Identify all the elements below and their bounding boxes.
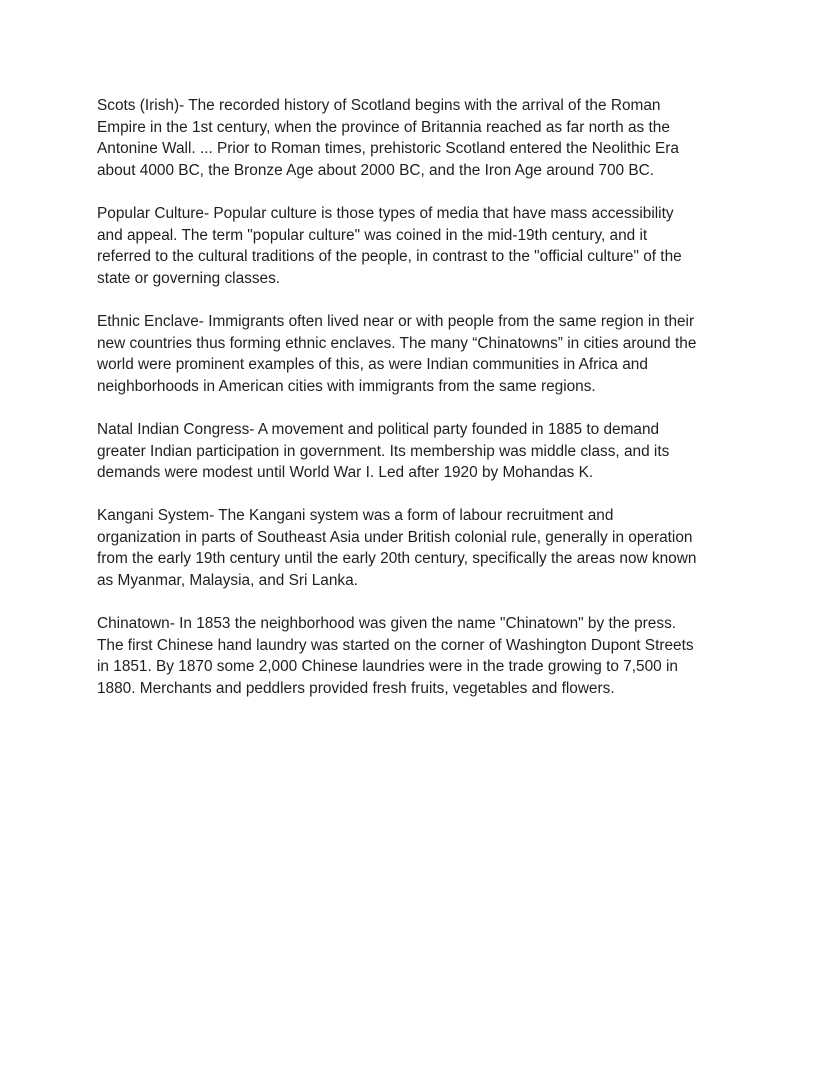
paragraph-popular-culture: Popular Culture- Popular culture is those types of media that have mass accessibility and appeal. The term "popular culture" was coined in the mid-19th century, and it referred to the cultural traditions of the people, in contrast to the "official culture" of the state or governing classes. [97, 204, 682, 287]
paragraph-kangani-system: Kangani System- The Kangani system was a form of labour recruitment and organization in parts of Southeast Asia under British colonial rule, generally in operation from the early 19th century until the early 20th century, specifically the areas now known as Myanmar, Malaysia, and Sri Lanka. [97, 507, 697, 590]
paragraph-natal-indian-congress: Natal Indian Congress- A movement and political party founded in 1885 to demand greater Indian participation in government. Its membership was middle class, and its demands were modest until World War I. Led after 1920 by Mohandas K. [97, 420, 670, 482]
document-body [97, 95, 737, 721]
paragraph-chinatown: Chinatown- In 1853 the neighborhood was given the name "Chinatown" by the press. The first Chinese hand laundry was started on the corner of Washington Dupont Streets in 1851. By 1870 some 2,000 Chinese laundries were in the trade growing to 7,500 in 1880. Merchants and peddlers provided fresh fruits, vegetables and flowers. [97, 615, 694, 698]
paragraph-scots-irish: Scots (Irish)- The recorded history of Scotland begins with the arrival of the Roman Empire in the 1st century, when the province of Britannia reached as far north as the Antonine Wall. ... Prior to Roman times, prehistoric Scotland entered the Neolithic Era about 4000 BC, the Bronze Age about 2000 BC, and the Iron Age around 700 BC. [97, 97, 679, 179]
paragraph-ethnic-enclave: Ethnic Enclave- Immigrants often lived near or with people from the same region in their new countries thus forming ethnic enclaves. The many “Chinatowns” in cities around the world were prominent examples of this, as were Indian communities in Africa and neighborhoods in American cities with immigrants from the same regions. [97, 312, 697, 395]
